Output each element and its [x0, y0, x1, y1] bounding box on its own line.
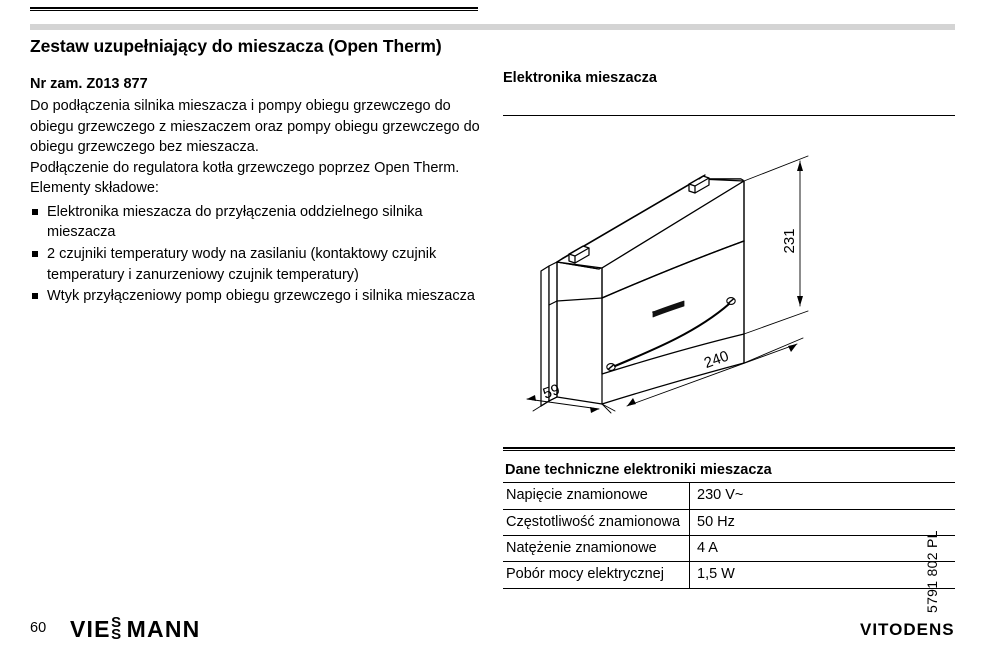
table-cell-value: 50 Hz	[690, 509, 956, 535]
page-title: Zestaw uzupełniający do mieszacza (Open Therm)	[30, 36, 442, 56]
table-cell-value: 4 A	[690, 535, 956, 561]
left-content-column	[30, 36, 485, 308]
table-cell-key: Częstotliwość znamionowa	[503, 509, 690, 535]
viessmann-ss-bottom: S	[111, 626, 122, 643]
viessmann-ss-monogram	[111, 614, 126, 643]
list-item	[30, 202, 485, 243]
product-drawing	[503, 116, 955, 416]
table-cell-value: 230 V~	[690, 483, 956, 509]
vitodens-logo: VITODENS	[860, 620, 955, 639]
list-item	[30, 286, 485, 307]
table-row	[503, 509, 955, 535]
isometric-device-drawing	[503, 116, 955, 416]
table-cell-key: Napięcie znamionowe	[503, 483, 690, 509]
square-bullet-icon	[32, 293, 38, 299]
square-bullet-icon	[32, 251, 38, 257]
table-row	[503, 483, 955, 509]
right-content-column	[503, 70, 955, 416]
dimension-width-label: 240	[701, 347, 732, 373]
page-number: 60	[30, 620, 47, 636]
table-section-rule	[503, 447, 955, 451]
list-item-label: Wtyk przyłączeniowy pomp obiegu grzewczego i silnika mieszacza	[47, 288, 475, 305]
table-row	[503, 535, 955, 561]
list-item-label: Elektronika mieszacza do przyłączenia oddzielnego silnika mieszacza	[47, 203, 423, 241]
technical-data-table	[503, 482, 955, 588]
viessmann-ss-top: S	[111, 614, 122, 631]
dimension-depth-label: 59	[540, 381, 563, 404]
table-row	[503, 562, 955, 588]
technical-data-block	[503, 447, 955, 589]
top-header-rule	[30, 7, 478, 11]
intro-paragraph-2: Podłączenie do regulatora kotła grzewczego poprzez Open Therm.	[30, 159, 460, 176]
viessmann-logo-part1: VIE	[70, 615, 111, 642]
table-cell-value: 1,5 W	[690, 562, 956, 588]
viessmann-logo	[70, 614, 201, 643]
list-item	[30, 244, 485, 285]
components-list	[30, 202, 485, 307]
viessmann-logo-part2: MANN	[126, 615, 201, 642]
components-label: Elementy składowe:	[30, 180, 159, 197]
list-item-label: 2 czujniki temperatury wody na zasilaniu (kontaktowy czujnik temperatury i zanurzeniowy czujnik temperatury)	[47, 246, 437, 283]
square-bullet-icon	[32, 209, 38, 215]
dimension-height-label: 231	[781, 228, 798, 254]
drawing-heading: Elektronika mieszacza	[503, 70, 657, 86]
order-number: Nr zam. Z013 877	[30, 76, 148, 92]
table-caption: Dane techniczne elektroniki mieszacza	[505, 462, 772, 478]
table-cell-key: Natężenie znamionowe	[503, 535, 690, 561]
top-header-band	[30, 24, 955, 30]
table-cell-key: Pobór mocy elektrycznej	[503, 562, 690, 588]
document-code: 5791 802 PL	[924, 530, 940, 613]
intro-paragraph-1: Do podłączenia silnika mieszacza i pompy obiegu grzewczego do obiegu grzewczego z mieszaczem oraz pompy obiegu grzewczego do obiegu grzewczego bez mieszacza.	[30, 98, 480, 156]
